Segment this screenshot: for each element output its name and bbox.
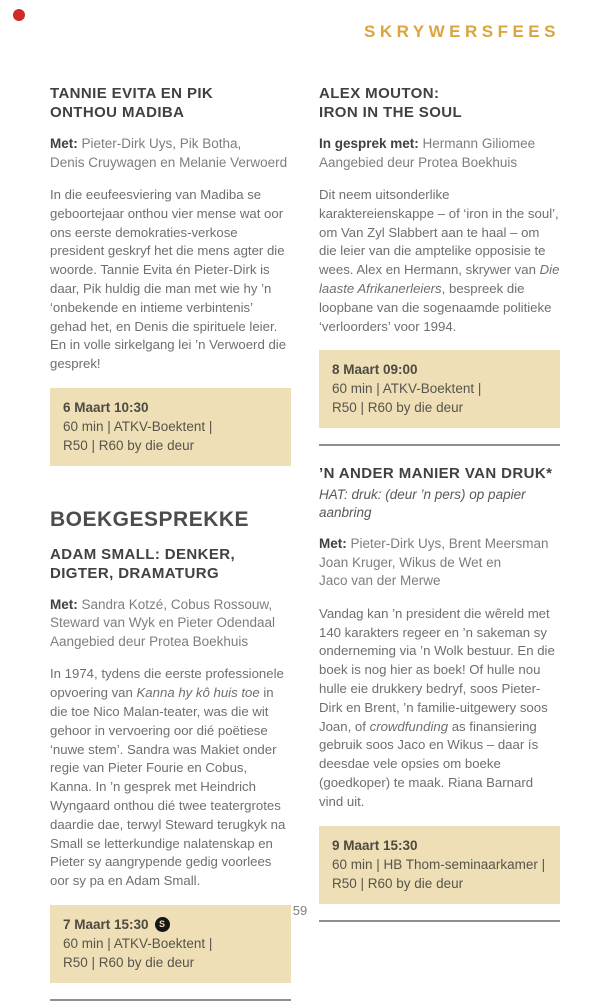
- category-dot-icon: [13, 9, 25, 21]
- event-title-line: TANNIE EVITA EN PIK: [50, 85, 214, 102]
- event-participants: [319, 135, 560, 172]
- event-info-box: [319, 350, 560, 428]
- event-info-box: [50, 388, 291, 466]
- event-participants: [50, 135, 291, 172]
- participants-label: Met:: [319, 536, 347, 552]
- participants-names: Denis Cruywagen en Melanie Verwoerd: [50, 154, 288, 170]
- publisher-credit: Aangebied deur Protea Boekhuis: [319, 154, 518, 170]
- column-divider: [319, 444, 560, 446]
- event-price: R50 | R60 by die deur: [63, 437, 195, 453]
- event-title: [319, 464, 560, 522]
- event-subtitle: HAT: druk: (deur ’n pers) op papier aanbring: [319, 487, 526, 521]
- event-date: 9 Maart 15:30: [332, 837, 418, 853]
- event-title: [50, 545, 291, 583]
- page-number: 59: [292, 903, 308, 918]
- event-title-line: ADAM SMALL: DENKER,: [50, 545, 236, 563]
- event-title-line: ’N ANDER MANIER VAN DRUK*: [319, 465, 553, 483]
- participants-names: Hermann Giliomee: [422, 136, 536, 151]
- event-title-line: ONTHOU MADIBA: [50, 104, 185, 121]
- participants-label: In gesprek met:: [319, 136, 419, 151]
- event-date: 6 Maart 10:30: [63, 399, 149, 415]
- event-description: Vandag kan ’n president die wêreld met 140 karakters regeer en ’n sakeman sy onderneming via ’n Wolk bestuur. En die boek is nog hier as boek! Of hulle nou hulle eie drukkery bedryf, soos Pieter-Dirk en Brent, ’n familie-uitgewery soos Joan, of crowdfunding as finansiering gebruik soos Jaco en Wikus – daar ís deesdae vele opsies om boeke (goedkoper) te maak. Riana Barnard vind uit.: [319, 605, 555, 809]
- event-title-line: IRON IN THE SOUL: [319, 104, 463, 121]
- participants-label: Met:: [50, 136, 78, 151]
- event-participants: [319, 535, 560, 591]
- event-date: 8 Maart 09:00: [332, 362, 418, 378]
- event-description: Dit neem uitsonderlike karaktereienskappe – of ‘iron in the soul’, om Van Zyl Slabbert aan te haal – om die leier van die amptelike opposisie te wees. Alex en Hermann, skrywer van Die laaste Afrikanerleiers, bespreek die loopbane van die sogenaamde politieke ‘verloorders’ voor 1994.: [319, 187, 560, 334]
- publisher-credit: Aangebied deur Protea Boekhuis: [50, 633, 249, 649]
- event-venue: 60 min | ATKV-Boektent |: [63, 936, 213, 952]
- book-title: Kanna hy kô huis toe: [136, 685, 260, 701]
- event-venue: 60 min | ATKV-Boektent |: [63, 418, 213, 434]
- event-title-line: DIGTER, DRAMATURG: [50, 564, 220, 582]
- book-title: Die laaste Afrikanerleiers: [319, 262, 560, 296]
- page-footer: [0, 903, 600, 918]
- event-date: 7 Maart 15:30 S: [63, 915, 279, 934]
- participants-names: Pieter-Dirk Uys, Brent Meersman: [350, 536, 549, 552]
- event-title: [50, 84, 291, 122]
- event-title-line: ALEX MOUTON:: [319, 85, 440, 102]
- event-title: [319, 84, 560, 122]
- participants-label: Met:: [50, 596, 78, 612]
- event-price: R50 | R60 by die deur: [332, 400, 464, 416]
- surtitles-badge-icon: S: [155, 917, 170, 932]
- participants-names: Joan Kruger, Wikus de Wet en: [319, 554, 502, 570]
- column-divider: [319, 920, 560, 922]
- event-description: In 1974, tydens die eerste professionele opvoering van Kanna hy kô huis toe in die toe Nico Malan-teater, was die wit gehoor in vervoering oor dié poëtiese ‘nuwe stem’. Sandra was Makiet onder regie van Pieter Fourie en Cobus, Kanna. In ’n gesprek met Heindrich Wyngaard onthou dié twee teatergrotes daardie dae, terwyl Steward terugkyk na Small se letterkundige nalatenskap en Pieter sy aangrypende gedig voorlees oor sy pa en Adam Small.: [50, 666, 286, 889]
- left-column: [50, 84, 291, 1001]
- participants-names: Pieter-Dirk Uys, Pik Botha,: [81, 136, 242, 151]
- event-price: R50 | R60 by die deur: [332, 875, 464, 891]
- participants-names: Steward van Wyk en Pieter Odendaal: [50, 615, 275, 631]
- event-participants: [50, 596, 291, 652]
- event-description: In die eeufeesviering van Madiba se geboortejaar onthou vier mense wat oor ons eerste demokraties-verkose president geskryf het die mens agter die woorde. Tannie Evita én Pieter-Dirk is daar, Pik huldig die man met wie hy ’n ‘onbekende en intieme verbintenis’ gehad het, en Denis die spirituele leier. En in volle sirkelgang lei ’n Verwoerd die gesprek!: [50, 187, 287, 372]
- event-venue: 60 min | HB Thom-seminaarkamer |: [332, 856, 546, 872]
- right-column: [319, 84, 560, 1001]
- content-columns: [50, 84, 560, 1001]
- event-ander-manier-van-druk: [319, 464, 560, 903]
- festival-title: SKRYWERSFEES: [363, 22, 560, 41]
- participants-names: Sandra Kotzé, Cobus Rossouw,: [81, 596, 273, 612]
- section-heading-boekgesprekke: BOEKGESPREKKE: [50, 507, 250, 531]
- event-info-box: [319, 826, 560, 904]
- page-header: [0, 0, 600, 42]
- participants-names: Jaco van der Merwe: [319, 573, 441, 589]
- event-price: R50 | R60 by die deur: [63, 955, 195, 971]
- emphasized-term: crowdfunding: [369, 718, 449, 734]
- event-venue: 60 min | ATKV-Boektent |: [332, 381, 482, 397]
- event-alex-mouton: [319, 84, 560, 428]
- event-tannie-evita: [50, 84, 291, 466]
